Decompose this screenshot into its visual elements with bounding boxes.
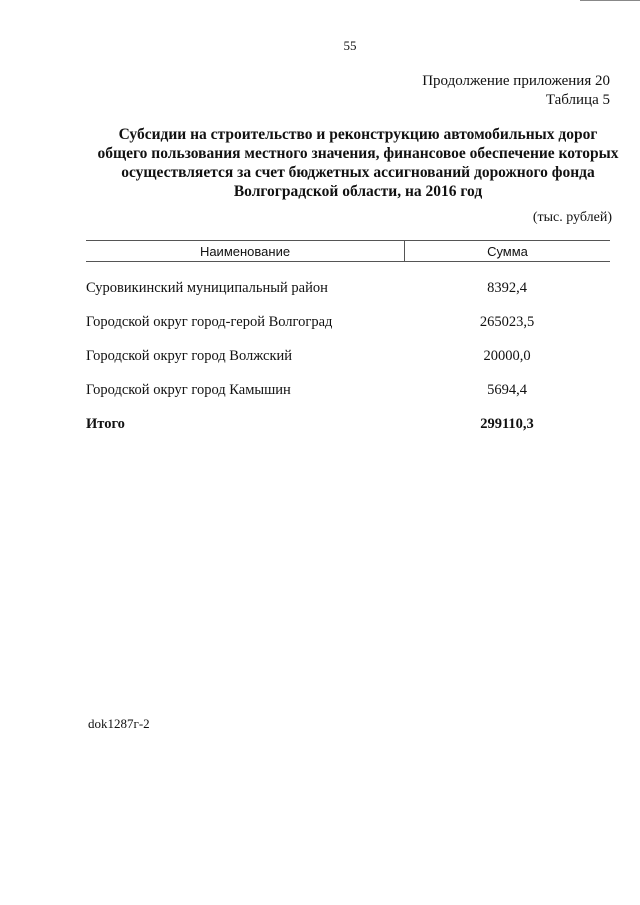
row-name: Суровикинский муниципальный район: [86, 279, 328, 296]
title-line-1: Субсидии на строительство и реконструкцию автомобильных дорог: [118, 126, 598, 143]
document-code: dok1287г-2: [88, 716, 150, 731]
title-line-2: общего пользования местного значения, финансовое обеспечение которых: [97, 145, 619, 162]
table-header: [86, 240, 610, 262]
total-row: [86, 407, 610, 441]
total-label: Итого: [86, 415, 125, 432]
table-row: [86, 373, 610, 407]
row-sum: 5694,4: [487, 381, 527, 398]
row-sum: 20000,0: [483, 347, 531, 364]
table-number: Таблица 5: [545, 92, 610, 108]
row-name: Городской округ город Камышин: [86, 381, 291, 398]
subsidy-table: [86, 240, 610, 441]
unit-label: (тыс. рублей): [532, 210, 612, 225]
title-line-4: Волгоградской области, на 2016 год: [233, 183, 483, 200]
document-title: [80, 125, 636, 201]
appendix-line: Продолжение приложения 20: [422, 73, 610, 89]
total-sum: 299110,3: [480, 415, 534, 432]
table-row: [86, 305, 610, 339]
table-row: [86, 339, 610, 373]
row-sum: 265023,5: [479, 313, 535, 330]
row-name: Городской округ город Волжский: [86, 347, 293, 364]
row-name: Городской округ город-герой Волгоград: [86, 313, 333, 330]
corner-rule: [580, 0, 640, 1]
table-row: [86, 271, 610, 305]
appendix-reference: [422, 72, 610, 110]
page-number: 55: [343, 38, 357, 53]
header-name: Наименование: [86, 241, 405, 261]
header-sum: Сумма: [487, 243, 528, 259]
table-body: [86, 271, 610, 441]
title-line-3: осуществляется за счет бюджетных ассигнований дорожного фонда: [121, 164, 595, 181]
row-sum: 8392,4: [487, 279, 527, 296]
